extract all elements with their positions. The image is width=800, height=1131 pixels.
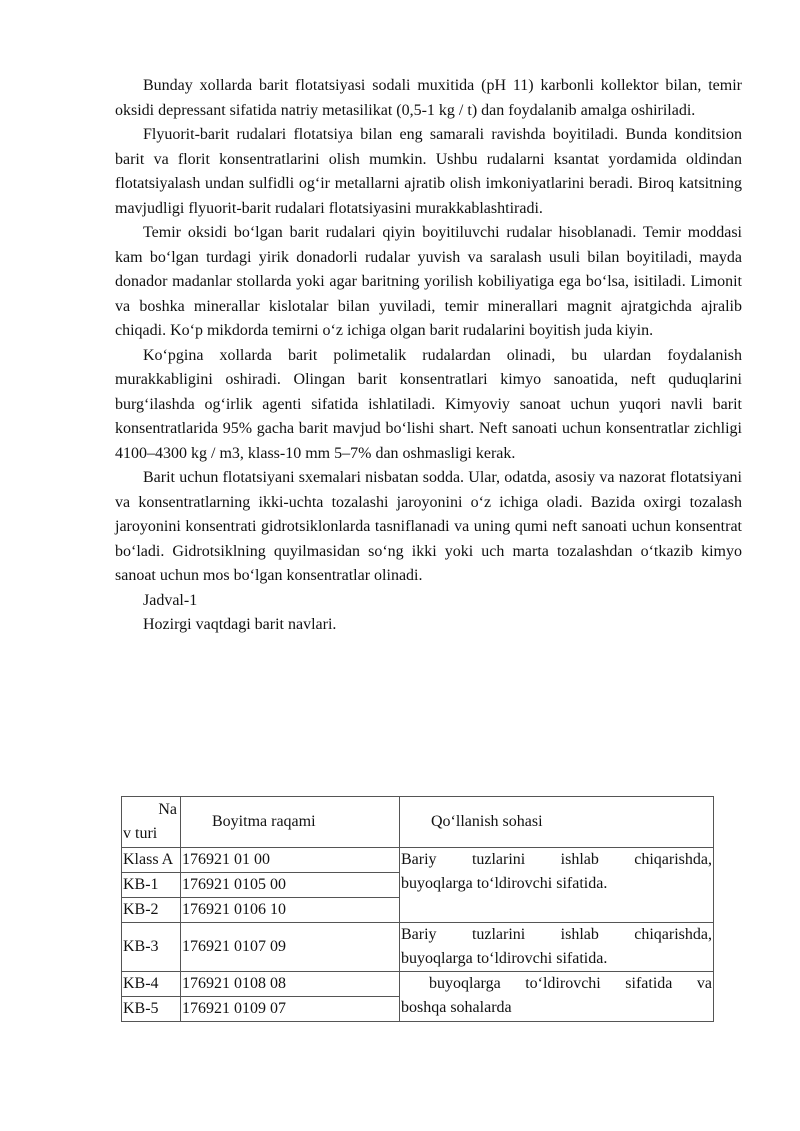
table-caption-label: Jadval-1: [143, 591, 198, 609]
header-type-line2: v turi: [123, 825, 158, 842]
cell-type: KB-4: [122, 972, 181, 997]
cell-number: 176921 0106 10: [181, 898, 400, 923]
cell-number: 176921 0105 00: [181, 873, 400, 898]
table-row: [122, 923, 714, 972]
header-number: Boyitma raqami: [181, 797, 400, 848]
cell-type: KB-5: [122, 997, 181, 1022]
header-type: [122, 797, 181, 848]
cell-usage-group-2: Bariy tuzlarini ishlab chiqarishda, buyoqlarga to‘ldirovchi sifatida.: [400, 923, 714, 972]
document-body: [115, 74, 742, 638]
paragraph-1: Bunday xollarda barit flotatsiyasi sodali muxitida (pH 11) karbonli kollektor bilan, temir oksidi depressant sifatida natriy metasilikat (0,5-1 kg / t) dan foydalanib amalga oshiriladi.: [115, 77, 742, 119]
cell-number: 176921 0109 07: [181, 997, 400, 1022]
cell-type: Klass A: [122, 848, 181, 873]
barit-grades-table: [121, 796, 714, 1022]
table-caption-title: Hozirgi vaqtdagi barit navlari.: [143, 616, 337, 633]
table-row: [122, 972, 714, 997]
paragraph-3: Temir oksidi bo‘lgan barit rudalari qiyin boyitiluvchi rudalar hisoblanadi. Temir moddasi kam bo‘lgan turdagi yirik donadorli rudalar yuvish va saralash usuli bilan boyitiladi, mayda donador madanlar stollarda yoki agar baritning yorilish kobiliyatiga ega bo‘lsa, isitiladi. Limonit va boshka minerallar kislotalar bilan yuviladi, temir minerallari magnit ajratgichda ajralib chiqadi. Ko‘p mikdorda temirni o‘z ichiga olgan barit rudalarini boyitish juda kiyin.: [115, 224, 742, 339]
header-usage: Qo‘llanish sohasi: [400, 797, 714, 848]
cell-number: 176921 01 00: [181, 848, 400, 873]
paragraph-2: Flyuorit-barit rudalari flotatsiya bilan eng samarali ravishda boyitiladi. Bunda konditsion barit va florit konsentratlarini olish mumkin. Ushbu rudalarni ksantat yordamida oldindan flotatsiyalash undan sulfidli og‘ir metallarni ajratib olish imkoniyatlarini beradi. Biroq katsitning mavjudligi flyuorit-barit rudalari flotatsiyasini murakkablashtiradi.: [115, 126, 742, 217]
cell-type: KB-1: [122, 873, 181, 898]
cell-number: 176921 0108 08: [181, 972, 400, 997]
cell-type: KB-3: [122, 923, 181, 972]
paragraph-5: Barit uchun flotatsiyani sxemalari nisbatan sodda. Ular, odatda, asosiy va nazorat flotatsiyani va konsentratlarning ikki-uchta tozalashi jaroyonini o‘z ichiga oladi. Bazida oxirgi tozalash jaroyonini konsentrati gidrotsiklonlarda tasniflanadi va uning qumi neft sanoati uchun konsentrat bo‘ladi. Gidrotsiklning quyilmasidan so‘ng ikki yoki uch marta tozalashdan o‘tkazib kimyo sanoat uchun mos bo‘lgan konsentratlar olinadi.: [115, 469, 742, 584]
table-row: [122, 848, 714, 873]
cell-usage-group-3: buyoqlarga to‘ldirovchi sifatida va boshqa sohalarda: [400, 972, 714, 1022]
cell-usage-group-1: Bariy tuzlarini ishlab chiqarishda, buyoqlarga to‘ldirovchi sifatida.: [400, 848, 714, 923]
paragraph-4: Ko‘pgina xollarda barit polimetalik rudalardan olinadi, bu ulardan foydalanish murakkabligini oshiradi. Olingan barit konsentratlari kimyo sanoatida, neft quduqlarini burg‘ilashda og‘irlik agenti sifatida ishlatiladi. Kimyoviy sanoat uchun yuqori navli barit konsentratlarida 95% gacha barit mavjud bo‘lishi shart. Neft sanoati uchun konsentratlar zichligi 4100–4300 kg / m3, klass-10 mm 5–7% dan oshmasligi kerak.: [115, 346, 742, 462]
cell-type: KB-2: [122, 898, 181, 923]
cell-number: 176921 0107 09: [181, 923, 400, 972]
header-type-line1: Na: [158, 801, 177, 818]
table-header-row: [122, 797, 714, 848]
